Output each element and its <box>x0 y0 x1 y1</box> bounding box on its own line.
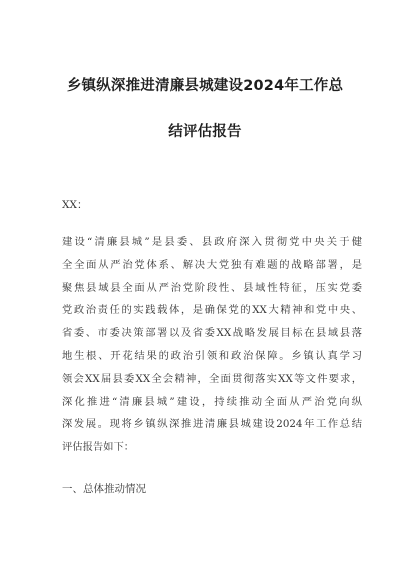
paragraph-line: 深发展。现将乡镇纵深推进清廉县城建设2024年工作总结 <box>62 418 362 431</box>
body-paragraph <box>62 231 362 459</box>
paragraph-line: 建设“清廉县城”是县委、县政府深入贯彻党中央关于健 <box>62 236 362 248</box>
paragraph-line: 评估报告如下： <box>62 441 135 454</box>
paragraph-line: 深化推进“清廉县城”建设，持续推动全面从严治党向纵 <box>62 395 362 408</box>
paragraph-line: 党政治责任的实践载体，是确保党的XX大精神和党中央、 <box>62 304 362 317</box>
paragraph-line: 聚焦县域县全面从严治党阶段性、县域性特征，压实党委 <box>62 281 362 294</box>
paragraph-line: 地生根、开花结果的政治引领和政治保障。乡镇认真学习 <box>62 349 362 362</box>
document-title-line1: 乡镇纵深推进清廉县城建设2024年工作总 <box>66 78 344 94</box>
salutation: XX： <box>62 199 88 211</box>
document-title-line2: 结评估报告 <box>168 124 242 140</box>
section-heading: 一、总体推动情况 <box>62 483 146 495</box>
paragraph-line: 省委、市委决策部署以及省委XX战略发展目标在县域县落 <box>62 327 362 340</box>
paragraph-line: 领会XX届县委XX全会精神，全面贯彻落实XX等文件要求， <box>62 372 362 385</box>
paragraph-line: 全全面从严治党体系、解决大党独有难题的战略部署，是 <box>62 258 362 271</box>
